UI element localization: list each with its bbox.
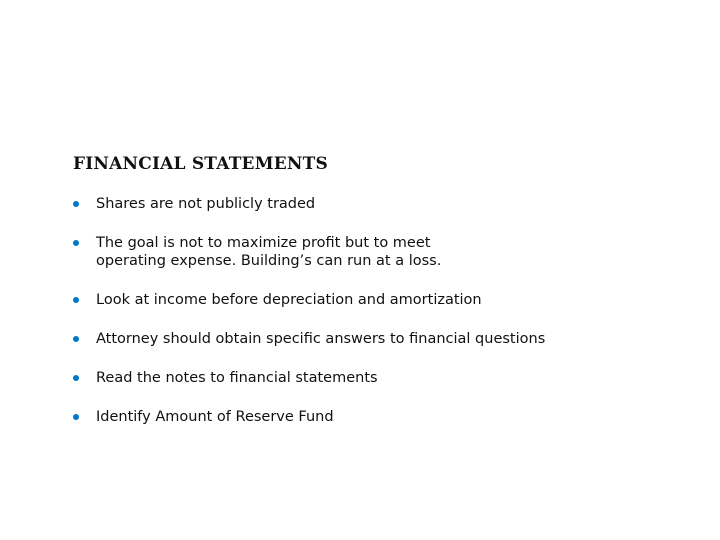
bullet-text: Identify Amount of Reserve Fund	[96, 409, 334, 425]
bullet-item	[73, 234, 673, 270]
bullet-text: The goal is not to maximize profit but to meet operating expense. Building’s can run at a loss.	[96, 235, 442, 269]
bullet-item	[73, 408, 673, 426]
bullet-item	[73, 291, 673, 309]
bullet-dot-icon	[73, 201, 79, 207]
bullet-text: Attorney should obtain specific answers to financial questions	[96, 331, 546, 347]
slide-title: FINANCIAL STATEMENTS	[73, 154, 328, 174]
bullet-text: Look at income before depreciation and amortization	[96, 292, 482, 308]
bullet-dot-icon	[73, 336, 79, 342]
bullet-item	[73, 369, 673, 387]
bullet-text: Read the notes to financial statements	[96, 370, 378, 386]
bullet-item	[73, 195, 673, 213]
bullet-list	[73, 195, 673, 426]
bullet-dot-icon	[73, 297, 79, 303]
bullet-item	[73, 330, 673, 348]
bullet-dot-icon	[73, 240, 79, 246]
bullet-text: Shares are not publicly traded	[96, 196, 316, 212]
bullet-dot-icon	[73, 375, 79, 381]
bullet-dot-icon	[73, 414, 79, 420]
